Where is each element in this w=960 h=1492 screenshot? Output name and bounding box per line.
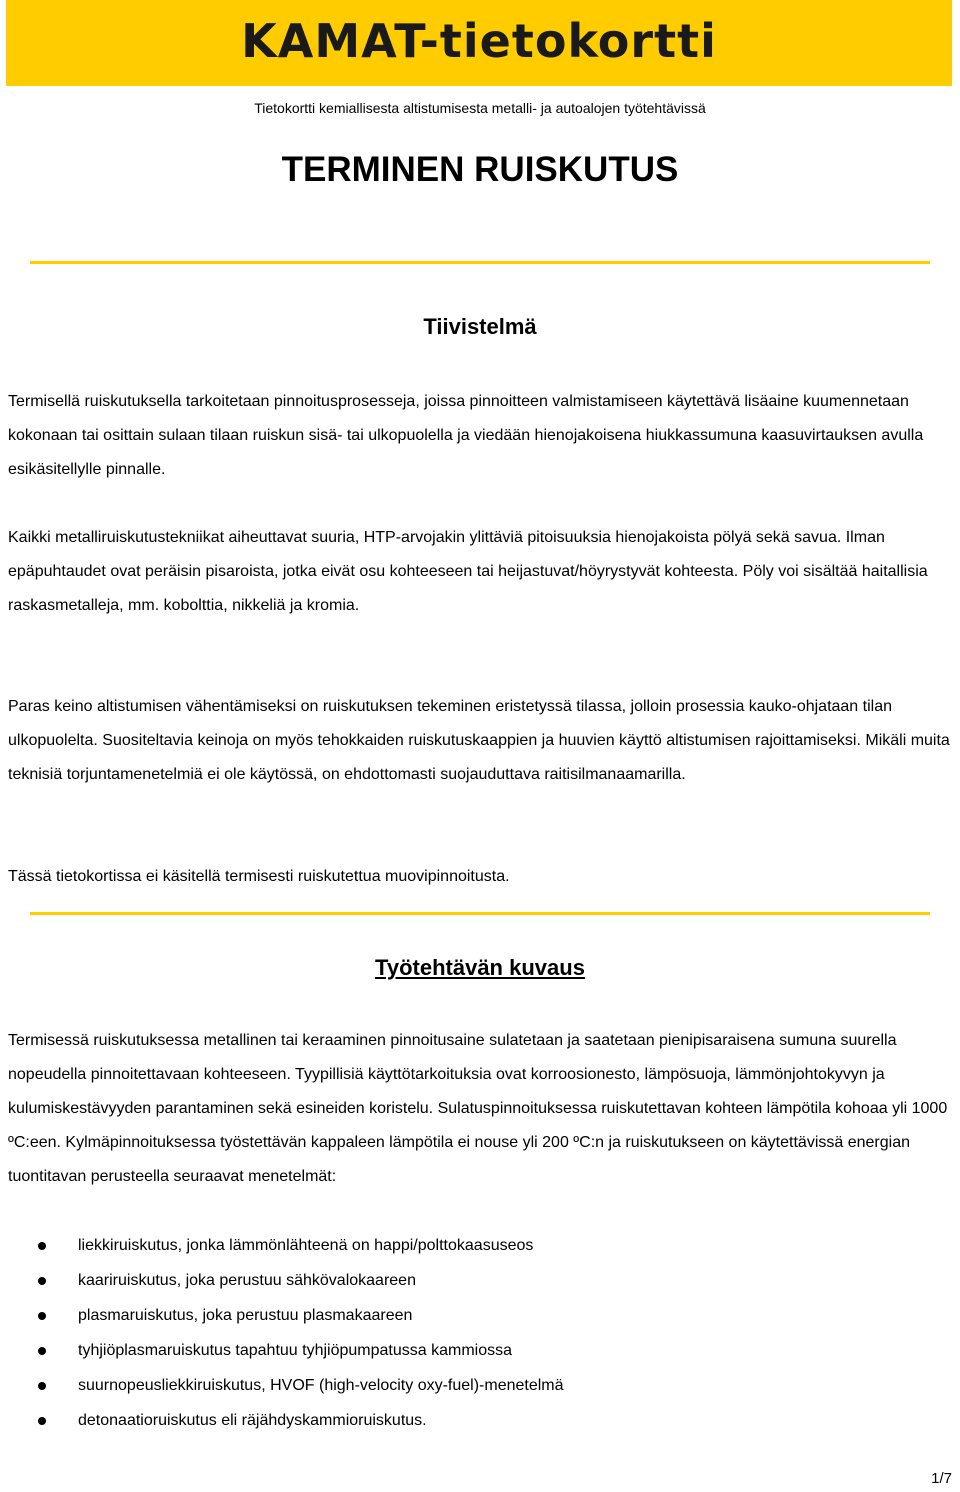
method-text: tyhjiöplasmaruiskutus tapahtuu tyhjiöpumpatussa kammiossa <box>78 1342 512 1359</box>
methods-list <box>0 1230 940 1440</box>
method-text: plasmaruiskutus, joka perustuu plasmakaareen <box>78 1307 413 1324</box>
summary-heading: Tiivistelmä <box>423 314 537 339</box>
page-number: 1/7 <box>931 1470 952 1487</box>
bullet-icon <box>38 1417 46 1425</box>
divider <box>30 912 930 915</box>
summary-paragraph: Tässä tietokortissa ei käsitellä termisesti ruiskutettua muovipinnoitusta. <box>8 868 510 885</box>
bullet-icon <box>38 1347 46 1355</box>
summary-paragraph: Kaikki metalliruiskutustekniikat aiheuttavat suuria, HTP-arvojakin ylittäviä pitoisuuksia hienojakoista pölyä sekä savua. Ilman epäpuhtaudet ovat peräisin pisaroista, jotka eivät osu kohteeseen tai heijastuvat/höyrystyvät kohteesta. Pöly voi sisältää haitallisia raskasmetalleja, mm. kobolttia, nikkeliä ja kromia. <box>8 529 928 614</box>
work-description-heading: Työtehtävän kuvaus <box>375 955 585 980</box>
bullet-icon <box>38 1277 46 1285</box>
summary-paragraph: Termisellä ruiskutuksella tarkoitetaan pinnoitusprosesseja, joissa pinnoitteen valmistamiseen käytettävä lisäaine kuumennetaan kokonaan tai osittain sulaan tilaan ruiskun sisä- tai ulkopuolella ja viedään hienojakoisena hiukkassumuna kaasuvirtauksen avulla esikäsitellylle pinnalle. <box>8 393 924 478</box>
banner-title: KAMAT-tietokortti <box>241 14 717 68</box>
bullet-icon <box>38 1242 46 1250</box>
summary-paragraph: Paras keino altistumisen vähentämiseksi on ruiskutuksen tekeminen eristetyssä tilassa, jolloin prosessia kauko-ohjataan tilan ulkopuolelta. Suositeltavia keinoja on myös tehokkaiden ruiskutuskaappien ja huuvien käyttö altistumisen rajoittamiseksi. Mikäli muita teknisiä torjuntamenetelmiä ei ole käytössä, on ehdottomasti suojauduttava raitisilmanaamarilla. <box>8 698 950 783</box>
header-banner <box>6 0 952 86</box>
method-text: liekkiruiskutus, jonka lämmönlähteenä on happi/polttokaasuseos <box>78 1237 534 1254</box>
bullet-icon <box>38 1382 46 1390</box>
document-subtitle: Tietokortti kemiallisesta altistumisesta metalli- ja autoalojen työtehtävissä <box>254 100 706 116</box>
page-title: TERMINEN RUISKUTUS <box>281 150 679 189</box>
bullet-icon <box>38 1312 46 1320</box>
method-text: detonaatioruiskutus eli räjähdyskammioruiskutus. <box>78 1412 427 1429</box>
list-item <box>0 1335 940 1370</box>
work-description-paragraph: Termisessä ruiskutuksessa metallinen tai keraaminen pinnoitusaine sulatetaan ja saatetaan pienipisaraisena sumuna suurella nopeudella pinnoitettavaan kohteeseen. Tyypillisiä käyttötarkoituksia ovat korroosionesto, lämpösuoja, lämmönjohtokyvyn ja kulumiskestävyyden parantaminen sekä esineiden koristelu. Sulatuspinnoituksessa ruiskutettavan kohteen lämpötila kohoaa yli 1000 ºC:een. Kylmäpinnoituksessa työstettävän kappaleen lämpötila ei nouse yli 200 ºC:n ja ruiskutukseen on käytettävissä energian tuontitavan perusteella seuraavat menetelmät: <box>8 1032 948 1185</box>
list-item <box>0 1405 940 1440</box>
list-item <box>0 1265 940 1300</box>
method-text: kaariruiskutus, joka perustuu sähkövalokaareen <box>78 1272 416 1289</box>
list-item <box>0 1300 940 1335</box>
divider <box>30 261 930 264</box>
list-item <box>0 1230 940 1265</box>
method-text: suurnopeusliekkiruiskutus, HVOF (high-velocity oxy-fuel)-menetelmä <box>78 1377 564 1394</box>
list-item <box>0 1370 940 1405</box>
